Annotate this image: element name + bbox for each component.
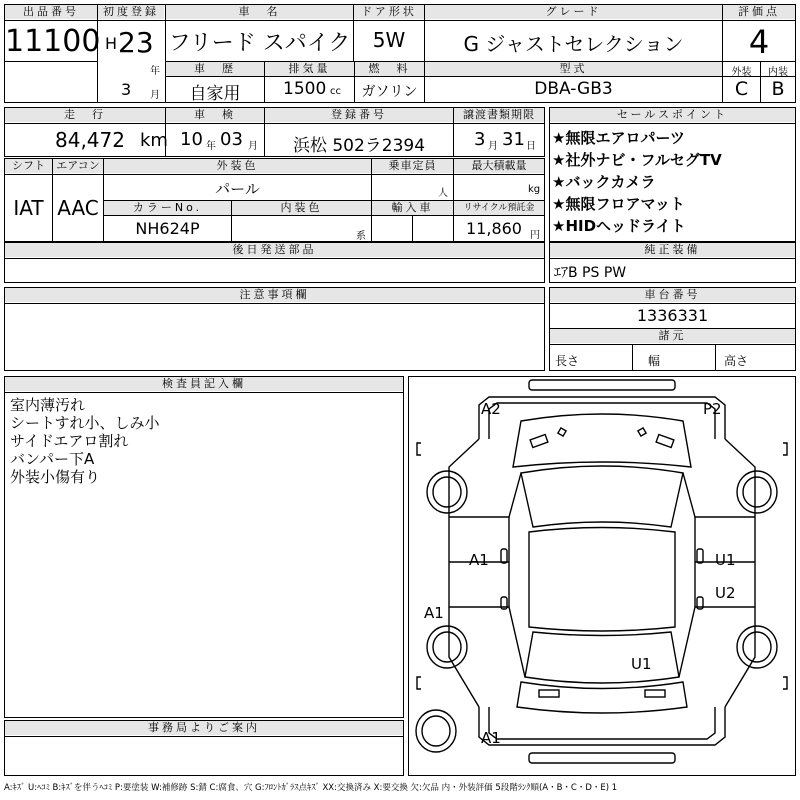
inspection-month: 03 <box>220 129 243 150</box>
door-label: ドア形状 <box>354 5 424 19</box>
car-name: フリード スパイク <box>168 31 351 56</box>
lot-number: 11100 <box>5 24 101 59</box>
inspector-line: シートすれ小、しみ小 <box>10 414 160 432</box>
history-label: 車 歴 <box>166 62 264 76</box>
height-label: 高さ <box>724 354 749 368</box>
dims-label: 諸元 <box>550 329 795 343</box>
fuel-label: 燃 料 <box>355 62 424 76</box>
ext-color-label: 外装色 <box>104 159 371 173</box>
later-parts-label: 後日発送部品 <box>5 243 544 257</box>
car-diagram <box>408 376 796 776</box>
color-no-value: NH624P <box>135 219 200 238</box>
notes-label: 注意事項欄 <box>5 288 544 302</box>
damage-mark-a2: A2 <box>481 400 501 418</box>
score-value: 4 <box>748 23 770 61</box>
first-reg-month: 3 <box>121 80 132 99</box>
recycle-unit: 円 <box>530 230 540 241</box>
ac-value: AAC <box>57 196 99 220</box>
first-reg-month-unit: 月 <box>150 90 160 101</box>
inspector-line: バンパー下A <box>10 450 95 468</box>
transfer-month: 3 <box>474 129 486 150</box>
sales-point-item: ★HIDヘッドライト <box>552 217 686 235</box>
exterior-grade-label: 外装 <box>731 67 752 78</box>
width-label: 幅 <box>648 354 661 368</box>
transfer-month-unit: 月 <box>488 141 498 152</box>
color-no-label: カラーNo. <box>104 201 231 215</box>
recycle-value: 11,860 <box>466 219 522 238</box>
damage-mark-a1-left-rear: A1 <box>424 604 444 622</box>
first-reg-year-unit: 年 <box>150 66 160 77</box>
score-label: 評価点 <box>723 5 795 19</box>
recycle-label: リサイクル預託金 <box>454 201 544 215</box>
sales-point-item: ★バックカメラ <box>552 173 656 191</box>
grade-label: グレード <box>425 5 722 19</box>
length-label: 長さ <box>555 354 580 368</box>
chassis-label: 車台番号 <box>550 288 795 302</box>
displacement-unit: cc <box>330 86 341 97</box>
history-value: 自家用 <box>189 84 241 104</box>
displacement-label: 排気量 <box>265 62 354 76</box>
inspector-line: サイドエアロ割れ <box>10 432 129 450</box>
model-value: DBA-GB3 <box>534 79 613 99</box>
grade-value: G ジャストセレクション <box>463 32 684 56</box>
lot-label: 出品番号 <box>5 5 97 19</box>
load-label: 最大積載量 <box>454 159 544 173</box>
registration-label: 登録番号 <box>265 108 453 122</box>
damage-mark-u2-right-rear: U2 <box>715 584 736 602</box>
equipment-value: ｴｱB PS PW <box>554 265 627 281</box>
damage-mark-a1-rear-bumper: A1 <box>481 729 501 747</box>
mileage-label: 走 行 <box>5 108 165 122</box>
car-diagram-svg <box>409 377 795 775</box>
sales-point-item: ★無限エアロパーツ <box>552 129 685 147</box>
equipment-label: 純正装備 <box>550 243 795 257</box>
first-reg-era: H <box>105 34 118 53</box>
capacity-label: 乗車定員 <box>372 159 453 173</box>
inspector-label: 検査員記入欄 <box>5 377 403 391</box>
transfer-label: 譲渡書類期限 <box>454 108 544 122</box>
int-color-label: 内装色 <box>232 201 371 215</box>
office-label: 事務局よりご案内 <box>5 721 403 735</box>
exterior-grade: C <box>734 78 749 100</box>
sales-point-item: ★社外ナビ・フルセグTV <box>552 151 722 169</box>
fuel-value: ガソリン <box>361 84 418 100</box>
shift-value: IAT <box>13 196 44 220</box>
car-name-label: 車 名 <box>166 5 353 19</box>
inspection-label: 車 検 <box>166 108 264 122</box>
interior-grade: B <box>771 78 785 100</box>
displacement-value: 1500 <box>283 79 327 99</box>
transfer-day: 31 <box>502 129 525 150</box>
first-reg-label: 初度登録 <box>98 5 164 19</box>
ac-label: エアコン <box>53 159 103 173</box>
transfer-day-unit: 日 <box>526 141 536 152</box>
damage-mark-p2: P2 <box>703 400 722 418</box>
registration-value: 浜松 502ラ2394 <box>292 136 426 156</box>
inspection-year-unit: 年 <box>206 141 216 152</box>
inspection-month-unit: 月 <box>248 141 258 152</box>
legend-text: A:ｷｽﾞ U:ﾍｺﾐ B:ｷｽﾞを伴うﾍｺﾐ P:要塗装 W:補修跡 S:錆 C:腐食、穴 G:ﾌﾛﾝﾄｶﾞﾗｽ点ｷｽﾞ XX:交換済み X:要交換 欠:欠品 内・外装評価 5段階ﾗﾝｸ順(A・B・C・D・E) 1 <box>4 783 618 793</box>
model-label: 型式 <box>425 62 722 76</box>
damage-mark-a1-left-door: A1 <box>469 551 489 569</box>
ext-color-value: パール <box>215 180 260 198</box>
interior-grade-label: 内装 <box>768 67 788 78</box>
chassis-number: 1336331 <box>636 306 709 325</box>
mileage-unit: km <box>140 130 168 151</box>
first-reg-year: 23 <box>118 26 154 59</box>
sales-points-label: セールスポイント <box>550 108 795 122</box>
int-color-unit: 系 <box>356 231 366 242</box>
inspector-line: 室内薄汚れ <box>10 396 86 414</box>
damage-mark-u1-right-door: U1 <box>715 551 736 569</box>
door-type: 5W <box>372 28 406 52</box>
shift-label: シフト <box>5 159 52 173</box>
inspection-year: 10 <box>180 129 203 150</box>
damage-mark-u1-roof: U1 <box>631 655 652 673</box>
capacity-unit: 人 <box>438 188 448 199</box>
inspector-line: 外装小傷有り <box>10 468 101 486</box>
mileage-value: 84,472 <box>55 128 125 152</box>
import-label: 輸入車 <box>372 201 453 215</box>
load-unit: kg <box>528 184 541 195</box>
sales-point-item: ★無限フロアマット <box>552 195 685 213</box>
